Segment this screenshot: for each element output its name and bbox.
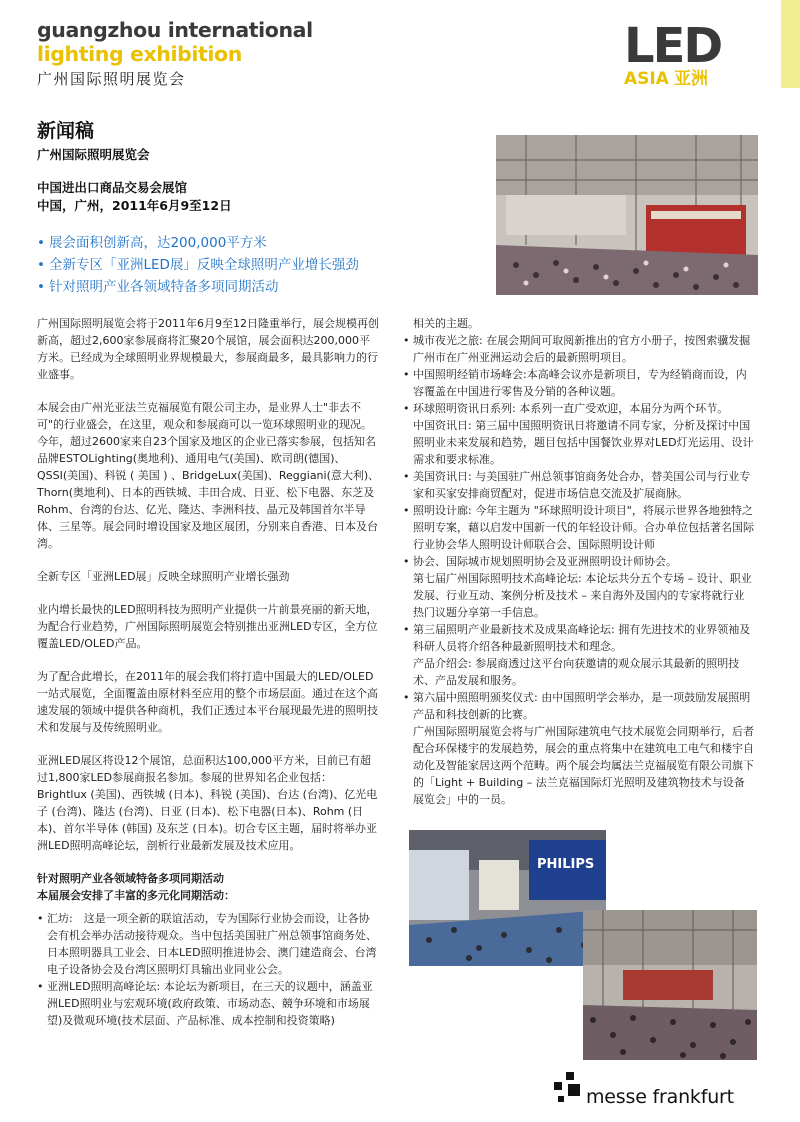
paragraph-exhibitors: 今年，超过2600家来自23个国家及地区的企业已落实参展，包括知名品牌ESTOLighting(奥地利)、通用电气(美国)、欧司朗(德国)、QSSI(美国)、科锐 ( 美国 ) 、BridgeLux(美国)、Reggiani(意大利)、Thorn(奥地利)、日本的西铁城、丰田合成、日亚、松下电器、东芝及Rohm、台湾的台达、亿光、隆达、李洲科技、晶元及韩国首尔半导体、三星等。展会同时增设国家及地区展团，分别来自香港、日本及台湾。: [37, 435, 380, 550]
paragraph-led-zone: 业内增长最快的LED照明科技为照明产业提供一片前景亮丽的新天地，为配合行业趋势，广州国际照明展览会特别推出亚洲LED专区，全方位覆盖LED/OLED产品。: [37, 603, 378, 650]
list-subitem: 中国资讯日: 第三届中国照明资讯日将邀请不同专家，分析及探讨中国照明业未来发展和趋势，题目包括中国餐饮业界对LED灯光运用、设计需求和要求标准。: [413, 419, 754, 466]
left-column: [37, 315, 380, 1029]
paragraph-continued: 相关的主题。: [413, 317, 479, 330]
booth-interior-photo: [409, 830, 606, 966]
crowd-hall-photo: [583, 910, 757, 1060]
highlight-item: • 针对照明产业各领域特备多项同期活动: [37, 276, 359, 298]
events-list-right-3: [403, 621, 755, 655]
events-list-right-4: [403, 689, 755, 723]
list-item: • 环球照明资讯日系列: 本系列一直广受欢迎，本届分为两个环节。: [403, 400, 755, 417]
venue-location-date: 中国，广州，2011年6月9至12日: [37, 198, 232, 213]
decorative-stripe: [781, 0, 800, 88]
list-item: • 汇坊: 这是一项全新的联谊活动，专为国际行业协会而设，让各协会有机会举办活动接待观众。当中包括美国驻广州总领事馆商务处、日本照明器具工业会、日本LED照明推进协会、澳门建造商会、台湾电子设备协会及台湾区照明灯具输出业同业公会。: [37, 910, 380, 978]
page-title: 新闻稿: [37, 120, 95, 142]
paragraph-organizer: 本展会由广州光亚法兰克福展览有限公司主办，是业界人士"非去不可"的行业盛会，在这里，观众和参展商可以一览环球照明业的现况。: [37, 401, 373, 431]
list-item: • 美国资讯日: 与美国驻广州总领事馆商务处合办，替美国公司与行业专家和买家安排商贸配对，促进市场信息交流及扩展商脉。: [403, 468, 755, 502]
paragraph-led-halls: 亚洲LED展区将设12个展馆，总面积达100,000平方米，目前已有超过1,800家LED参展商报名参加。参展的世界知名企业包括：Brightlux (美国)、西铁城 (日本)、科锐 (美国)、台达 (台湾)、亿光电子 (台湾)、隆达 (台湾)、日亚 (日本)、松下电器(日本)、Rohm (日本)、首尔半导体 (韩国) 及东芝 (日本)。切合专区主题，届时将举办亚洲LED照明高峰论坛，剖析行业最新发展及技术应用。: [37, 754, 378, 852]
list-item: • 照明设计廊: 今年主题为 "环球照明设计项目"，将展示世界各地独特之照明专案，藉以启发中国新一代的年轻设计师。合办单位包括著名国际行业协会华人照明设计师联合会、国际照明设计师: [403, 502, 755, 553]
led-logo-text: LED: [624, 20, 722, 74]
list-item: • 第三届照明产业最新技术及成果高峰论坛: 拥有先进技术的业界领袖及科研人员将介绍各种最新照明技术和理念。: [403, 621, 755, 655]
page-subtitle: 广州国际照明展览会: [37, 147, 150, 162]
list-item: • 中国照明经销市场峰会:本高峰会议亦是新项目，专为经销商而设，内容覆盖在中国进行零售及分销的各种议题。: [403, 366, 755, 400]
led-asia-logo: [622, 20, 732, 90]
brand-name-en-line1: guangzhou international: [37, 18, 313, 42]
exhibition-hall-photo: [496, 135, 758, 295]
venue-info: [37, 179, 232, 215]
venue-name: 中国进出口商品交易会展馆: [37, 180, 188, 195]
list-item: • 协会、国际城市规划照明协会及亚洲照明设计师协会。: [403, 553, 755, 570]
list-item: • 亚洲LED照明高峰论坛: 本论坛为新项目，在三天的议题中，涵盖亚洲LED照明业与宏观环境(政府政策、市场动态、競争环境和市场展望)及微观环境(技术层面、产品标准、成本控制和投资策略): [37, 978, 380, 1029]
booth-sign-text: PHILIPS: [537, 857, 595, 872]
section-subheading-events: 本届展会安排了丰富的多元化同期活动：: [37, 889, 235, 902]
list-item: • 城市夜光之旅: 在展会期间可取阅新推出的官方小册子，按图索骥发掘广州市在广州亚洲运动会后的最新照明项目。: [403, 332, 755, 366]
list-item: • 第六届中照照明颁奖仪式: 由中国照明学会举办，是一项鼓励发展照明产品和科技创新的比赛。: [403, 689, 755, 723]
asia-logo-cn: 亚洲: [674, 69, 708, 89]
right-column: [403, 315, 755, 808]
events-list-right-2: [403, 468, 755, 570]
paragraph-intro: 广州国际照明展览会将于2011年6月9至12日隆重举行，展会规模再创新高，超过2,600家参展商将汇聚20个展馆，展会面积达200,000平方米。已经成为全球照明业界规模最大，参展商最多，最具影响力的行业盛事。: [37, 317, 379, 381]
brand-name-cn: 广州国际照明展览会: [37, 70, 186, 88]
paragraph-led-growth: 为了配合此增长，在2011年的展会我们将打造中国最大的LED/OLED一站式展览，全面覆盖由原材料至应用的整个市场层面。通过在这个高速发展的领域中提供各种商机，我们正透过本平台展现最先进的照明技术和发展与及传统照明业。: [37, 670, 378, 734]
highlight-item: • 全新专区「亚洲LED展」反映全球照明产业增长强劲: [37, 254, 359, 276]
list-subitem: 产品介绍会: 参展商透过这平台向获邀请的观众展示其最新的照明技术、产品发展和服务。: [413, 657, 740, 687]
highlights-list: [37, 232, 359, 298]
list-subitem: 广州国际照明展览会将与广州国际建筑电气技术展览会同期举行，后者配合环保楼宇的发展趋势，展会的重点将集中在建筑电工电气和楼宇自动化及智能家居这两个范畴。两个展会均属法兰克福展览有限公司旗下的「Light + Building – 法兰克福国际灯光照明及建筑物技术与设备展览会」中的一员。: [413, 725, 754, 806]
events-list-right: [403, 332, 755, 417]
messe-frankfurt-logo-text: messe frankfurt: [586, 1086, 734, 1108]
list-subitem: 第七届广州国际照明技术高峰论坛: 本论坛共分五个专场 – 设计、职业发展、行业互动、案例分析及技术 – 来自海外及国内的专家将就行业热门议题分享第一手信息。: [413, 572, 752, 619]
brand-name-en-line2: lighting exhibition: [37, 42, 242, 66]
events-list-left: [37, 910, 380, 1029]
asia-logo-text: ASIA: [624, 69, 669, 89]
section-heading-events: 针对照明产业各领域特备多项同期活动: [37, 872, 224, 885]
section-heading-led-asia: 全新专区「亚洲LED展」反映全球照明产业增长强劲: [37, 570, 290, 583]
highlight-item: • 展会面积创新高，达200,000平方米: [37, 232, 359, 254]
